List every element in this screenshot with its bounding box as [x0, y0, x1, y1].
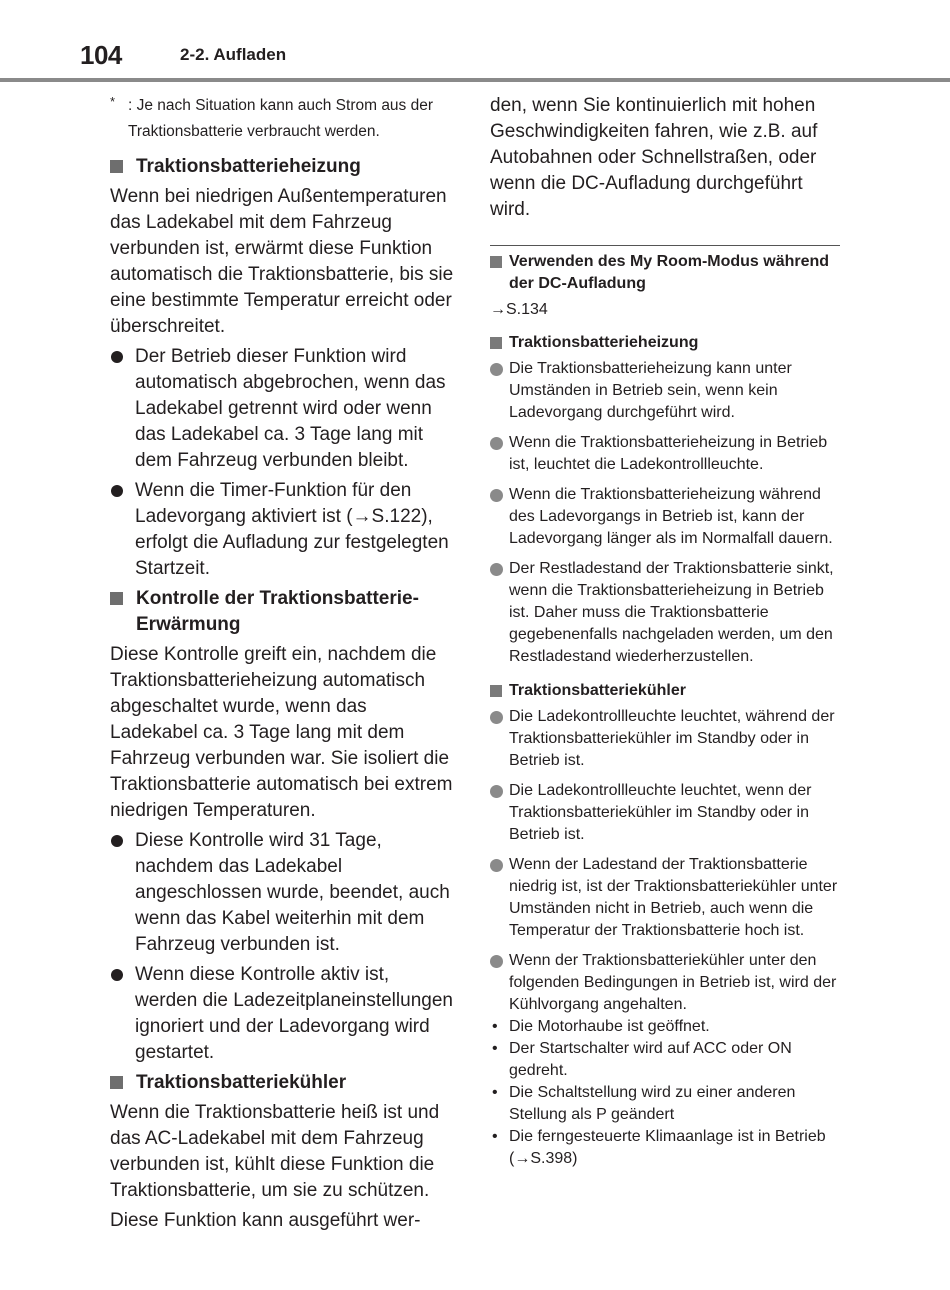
sub-bullet-item [490, 1126, 840, 1170]
bullet-item [490, 780, 840, 846]
bullet-text: Wenn die Traktionsbatterieheizung in Betrieb ist, leuchtet die Ladekontrollleuchte. [509, 434, 828, 473]
footnote-text: : Je nach Situation kann auch Strom aus der Traktionsbatterie verbraucht werden. [128, 97, 434, 140]
bullet-dot-icon [490, 437, 503, 450]
subheading-heizung [490, 332, 840, 354]
bullet-text: Wenn die Timer-Funktion für den Ladevorgang aktiviert ist (→S.122), erfolgt die Aufladung zur festgelegten Startzeit. [135, 480, 449, 579]
square-bullet-icon [110, 1076, 123, 1089]
sub-bullet-text: Der Startschalter wird auf ACC oder ON gedreht. [509, 1040, 792, 1079]
footnote-mark: * [110, 94, 116, 109]
sub-bullet-icon: • [492, 1128, 498, 1145]
bullet-dot-icon [111, 969, 123, 981]
sub-bullet-icon: • [492, 1084, 498, 1101]
square-bullet-icon [490, 685, 502, 697]
bullet-dot-icon [490, 711, 503, 724]
page-header [0, 0, 950, 84]
bullet-dot-icon [490, 785, 503, 798]
left-column [110, 93, 455, 1238]
bullet-item [110, 344, 455, 474]
sub-bullet-icon: • [492, 1018, 498, 1035]
right-column [490, 93, 840, 1170]
square-bullet-icon [110, 160, 123, 173]
heading-traktionsbatteriekuehler [110, 1070, 455, 1096]
subheading-text: Traktionsbatteriekühler [509, 682, 686, 699]
footnote [110, 93, 455, 145]
square-bullet-icon [110, 592, 123, 605]
paragraph: Diese Funktion kann ausgeführt wer- [110, 1210, 421, 1231]
bullet-text: Wenn der Traktionsbatteriekühler unter den folgenden Bedingungen in Betrieb ist, wird der Kühlvorgang angehalten. [509, 952, 837, 1013]
paragraph: Diese Kontrolle greift ein, nachdem die Traktionsbatterieheizung automatisch abgeschaltet wurde, wenn das Ladekabel ca. 3 Tage lang mit dem Fahrzeug verbunden war. Sie isoliert die Traktionsbatterie automatisch bei extrem niedrigen Temperaturen. [110, 644, 453, 821]
bullet-item [490, 854, 840, 942]
bullet-text: Die Ladekontrollleuchte leuchtet, während der Traktionsbatteriekühler im Standby oder in Betrieb ist. [509, 708, 835, 769]
subheading-kuehler [490, 680, 840, 702]
sub-bullet-item [490, 1016, 840, 1038]
heading-text: Traktionsbatterieheizung [136, 156, 361, 177]
bullet-item [490, 950, 840, 1016]
sub-bullet-text: Die ferngesteuerte Klimaanlage ist in Betrieb (→S.398) [509, 1128, 826, 1167]
paragraph-continued: den, wenn Sie kontinuierlich mit hohen Geschwindigkeiten fahren, wie z.B. auf Autobahnen oder Schnellstraßen, oder wenn die DC-Aufladung durchgeführt wird. [490, 95, 818, 220]
bullet-item [110, 962, 455, 1066]
subheading-text: Verwenden des My Room-Modus während der DC-Aufladung [509, 253, 830, 292]
bullet-dot-icon [490, 859, 503, 872]
bullet-text: Die Ladekontrollleuchte leuchtet, wenn der Traktionsbatteriekühler im Standby oder in Betrieb ist. [509, 782, 812, 843]
bullet-text: Diese Kontrolle wird 31 Tage, nachdem das Ladekabel angeschlossen wurde, beendet, auch wenn das Kabel weiterhin mit dem Fahrzeug verbunden ist. [135, 830, 450, 955]
bullet-dot-icon [490, 489, 503, 502]
bullet-item [490, 432, 840, 476]
bullet-dot-icon [111, 351, 123, 363]
heading-text: Traktionsbatteriekühler [136, 1072, 347, 1093]
bullet-dot-icon [490, 363, 503, 376]
bullet-dot-icon [111, 485, 123, 497]
heading-traktionsbatterieheizung [110, 154, 455, 180]
bullet-item [490, 706, 840, 772]
paragraph: Wenn die Traktionsbatterie heiß ist und das AC-Ladekabel mit dem Fahrzeug verbunden ist, kühlt diese Funktion die Traktionsbatterie, um sie zu schützen. [110, 1102, 440, 1201]
subheading-text: Traktionsbatterieheizung [509, 334, 699, 351]
header-rule [0, 78, 950, 82]
sub-bullet-item [490, 1082, 840, 1126]
bullet-text: Wenn der Ladestand der Traktionsbatterie niedrig ist, ist der Traktionsbatteriekühler unter Umständen nicht in Betrieb, auch wenn die Temperatur der Traktionsbatterie hoch ist. [509, 856, 838, 939]
heading-text: Kontrolle der Traktionsbatterie-Erwärmung [136, 588, 419, 635]
page-reference: →S.134 [490, 301, 548, 318]
sub-bullet-icon: • [492, 1040, 498, 1057]
sub-bullet-item [490, 1038, 840, 1082]
page-number: 104 [80, 40, 122, 70]
bullet-item [110, 828, 455, 958]
heading-kontrolle [110, 586, 455, 638]
bullet-item [490, 484, 840, 550]
square-bullet-icon [490, 256, 502, 268]
section-title: 2-2. Aufladen [180, 45, 287, 64]
bullet-text: Der Betrieb dieser Funktion wird automatisch abgebrochen, wenn das Ladekabel getrennt wird oder wenn das Ladekabel ca. 3 Tage lang mit dem Fahrzeug verbunden bleibt. [135, 346, 446, 471]
bullet-dot-icon [490, 563, 503, 576]
bullet-text: Wenn die Traktionsbatterieheizung während des Ladevorgangs in Betrieb ist, kann der Ladevorgang länger als im Normalfall dauern. [509, 486, 833, 547]
subheading-my-room [490, 251, 840, 295]
square-bullet-icon [490, 337, 502, 349]
bullet-dot-icon [490, 955, 503, 968]
sub-bullet-text: Die Schaltstellung wird zu einer anderen Stellung als P geändert [509, 1084, 796, 1123]
paragraph: Wenn bei niedrigen Außentemperaturen das Ladekabel mit dem Fahrzeug verbunden ist, erwärmt diese Funktion automatisch die Traktionsbatterie, bis sie eine bestimmte Temperatur erreicht oder überschreitet. [110, 186, 454, 337]
bullet-item [490, 358, 840, 424]
section-divider [490, 245, 840, 246]
bullet-text: Die Traktionsbatterieheizung kann unter Umständen in Betrieb sein, wenn kein Ladevorgang durchgeführt wird. [509, 360, 792, 421]
bullet-dot-icon [111, 835, 123, 847]
bullet-item [110, 478, 455, 582]
bullet-text: Wenn diese Kontrolle aktiv ist, werden die Ladezeitplaneinstellungen ignoriert und der Ladevorgang wird gestartet. [135, 964, 453, 1063]
bullet-item [490, 558, 840, 668]
sub-bullet-text: Die Motorhaube ist geöffnet. [509, 1018, 710, 1035]
bullet-text: Der Restladestand der Traktionsbatterie sinkt, wenn die Traktionsbatterieheizung in Betrieb ist. Daher muss die Traktionsbatterie gegebenenfalls nachgeladen werden, um den Restladestand wiederherzustellen. [509, 560, 834, 665]
